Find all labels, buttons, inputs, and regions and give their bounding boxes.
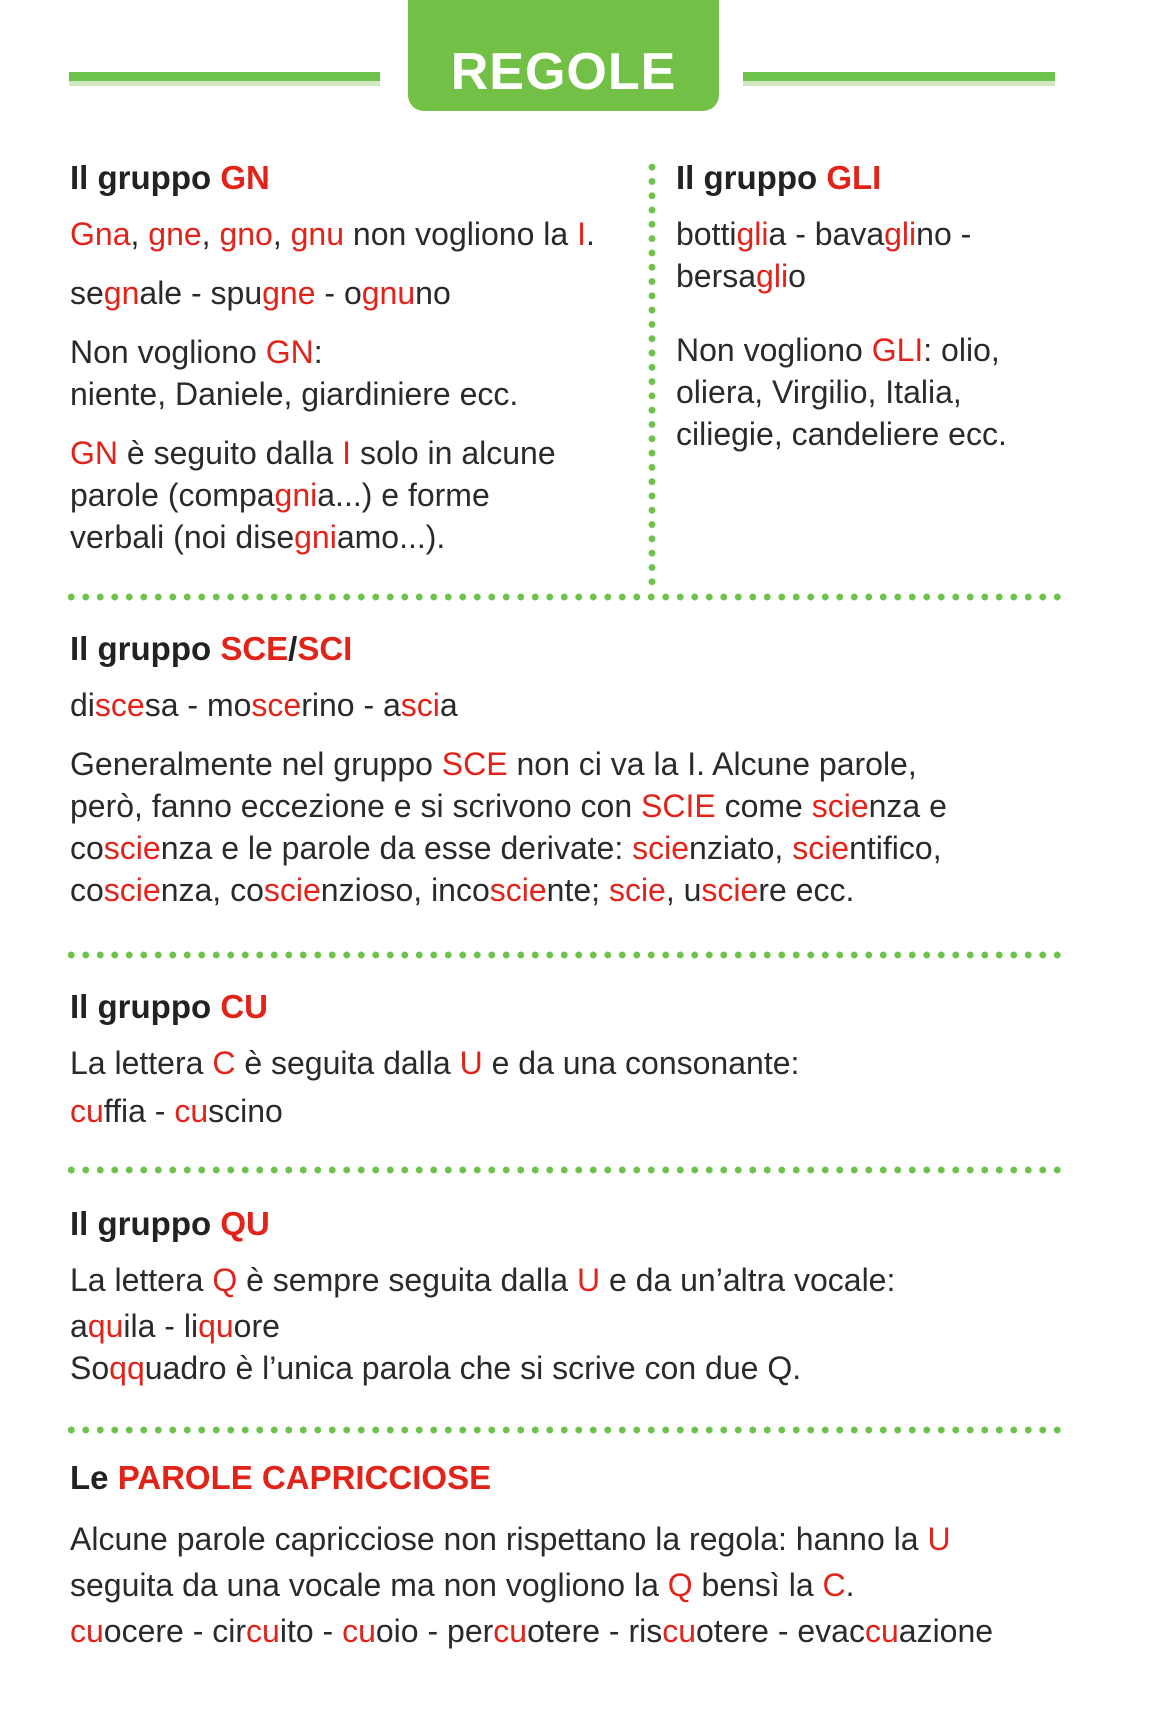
highlight-text: GN (265, 334, 314, 370)
highlight-text: U (927, 1521, 951, 1557)
highlight-text: cu (246, 1613, 280, 1649)
highlight-text: Q (212, 1262, 238, 1298)
text: Generalmente nel gruppo (70, 746, 442, 782)
gn-line-1 (70, 213, 595, 255)
highlight-text: gn (103, 275, 140, 311)
highlight-text: scie (701, 872, 759, 908)
section-cu-title: Il gruppo CU (70, 988, 268, 1025)
capricciose-line-2 (70, 1564, 993, 1606)
text: bersa (676, 258, 757, 294)
text: e da una consonante: (482, 1045, 800, 1081)
header-title: REGOLE (450, 43, 677, 101)
text: ila - li (123, 1308, 199, 1344)
text: La lettera (70, 1262, 213, 1298)
gli-line-5 (676, 413, 1007, 455)
highlight-text: qu (198, 1308, 234, 1344)
text: - o (315, 275, 362, 311)
text: no (415, 275, 451, 311)
highlight-text: cu (864, 1613, 899, 1649)
section-gli (676, 158, 1007, 455)
gli-line-2 (676, 255, 1007, 297)
text: è sempre seguita dalla (237, 1262, 577, 1298)
highlight-text: cu (174, 1093, 209, 1129)
text: otere - evac (696, 1613, 865, 1649)
text: nza e le parole da esse derivate: (160, 830, 633, 866)
text: niente, Daniele, giardiniere ecc. (70, 376, 519, 412)
text: parole (compa (70, 477, 275, 513)
text: ciliegie, candeliere ecc. (676, 416, 1007, 452)
highlight-text: gnu (361, 275, 416, 311)
text: come (715, 788, 812, 824)
divider-3 (64, 1166, 1062, 1174)
text: ntifico, (849, 830, 942, 866)
section-gn-title: Il gruppo GN (70, 159, 270, 196)
qu-line-1 (70, 1259, 895, 1301)
sce-line-4 (70, 827, 947, 869)
highlight-text: GN (70, 435, 118, 471)
gn-line-3 (70, 331, 595, 373)
text: rino - a (301, 687, 401, 723)
text: azione (898, 1613, 994, 1649)
text: , (201, 216, 220, 252)
text: o (788, 258, 806, 294)
highlight-text: scie (632, 830, 690, 866)
highlight-text: SCIE (641, 788, 716, 824)
text: : (313, 334, 323, 370)
highlight-text: cu (70, 1093, 104, 1129)
highlight-text: gnu (290, 216, 344, 252)
highlight-text: qu (87, 1308, 124, 1344)
highlight-text: U (459, 1045, 483, 1081)
text: è seguita dalla (235, 1045, 460, 1081)
gn-line-2 (70, 272, 595, 314)
text: La lettera (70, 1045, 213, 1081)
text: verbali (noi dise (70, 519, 295, 555)
highlight-text: gne (148, 216, 202, 252)
section-gli-title: Il gruppo GLI (676, 159, 882, 196)
highlight-text: sce (251, 687, 302, 723)
cu-line-2 (70, 1090, 799, 1132)
gli-line-1 (676, 213, 1007, 255)
highlight-text: cu (342, 1613, 376, 1649)
text: Non vogliono (676, 332, 872, 368)
highlight-text: sci (400, 687, 440, 723)
text: è seguito dalla (118, 435, 343, 471)
highlight-text: C (822, 1567, 846, 1603)
column-divider (648, 160, 656, 590)
text: ito - (279, 1613, 343, 1649)
highlight-text: cu (493, 1613, 528, 1649)
divider-2 (64, 951, 1062, 959)
highlight-text: scie (103, 830, 161, 866)
highlight-text: scie (608, 872, 666, 908)
text: nte; (546, 872, 609, 908)
highlight-text: qq (109, 1350, 145, 1386)
text: se (70, 275, 104, 311)
text: però, fanno eccezione e si scrivono con (70, 788, 641, 824)
header-rule-right (743, 72, 1055, 81)
qu-line-3 (70, 1347, 895, 1389)
text: otere - ris (527, 1613, 663, 1649)
text: , (272, 216, 291, 252)
section-gn (70, 158, 595, 558)
text: a (439, 687, 458, 723)
text: Alcune parole capricciose non rispettano la regola: hanno la (70, 1521, 928, 1557)
highlight-text: cu (662, 1613, 696, 1649)
header-rule-left (69, 72, 380, 81)
highlight-text: cu (70, 1613, 104, 1649)
text: co (70, 872, 104, 908)
text: sa - mo (144, 687, 252, 723)
text: co (70, 830, 104, 866)
qu-line-2 (70, 1305, 895, 1347)
text: ale - spu (139, 275, 263, 311)
text: no - (916, 216, 972, 252)
highlight-text: scie (792, 830, 850, 866)
highlight-text: C (212, 1045, 236, 1081)
text: seguita da una vocale ma non vogliono la (70, 1567, 668, 1603)
text: a (70, 1308, 88, 1344)
text: , u (665, 872, 702, 908)
text: non ci va la I. Alcune parole, (507, 746, 917, 782)
highlight-text: gni (294, 519, 337, 555)
gn-line-5 (70, 432, 595, 474)
text: . (845, 1567, 855, 1603)
text: nzioso, inco (320, 872, 490, 908)
section-parole-capricciose (70, 1458, 993, 1652)
sce-line-1 (70, 684, 947, 726)
highlight-text: scie (811, 788, 869, 824)
text: scino (208, 1093, 283, 1129)
highlight-text: scie (103, 872, 161, 908)
text: . (585, 216, 595, 252)
text: uadro è l’unica parola che si scrive con due Q. (144, 1350, 802, 1386)
text: So (70, 1350, 110, 1386)
text: a - bava (768, 216, 885, 252)
highlight-text: scie (489, 872, 547, 908)
section-sce-sci (70, 629, 947, 911)
highlight-text: gne (262, 275, 316, 311)
divider-4 (64, 1426, 1062, 1434)
highlight-text: gli (884, 216, 917, 252)
highlight-text: Q (667, 1567, 693, 1603)
highlight-text: gli (756, 258, 789, 294)
highlight-text: U (576, 1262, 601, 1298)
section-capricciose-title: Le PAROLE CAPRICCIOSE (70, 1459, 492, 1496)
divider-1 (64, 593, 1062, 601)
highlight-text: gli (736, 216, 769, 252)
gn-line-7 (70, 516, 595, 558)
highlight-text: GLI (871, 332, 924, 368)
text: di (70, 687, 95, 723)
highlight-text: SCE (441, 746, 508, 782)
highlight-text: gno (219, 216, 273, 252)
text: nza, co (160, 872, 264, 908)
section-sce-sci-title: Il gruppo SCE/SCI (70, 630, 353, 667)
gn-line-4 (70, 373, 595, 415)
text: ore (233, 1308, 280, 1344)
text: oliera, Virgilio, Italia, (676, 374, 962, 410)
text: botti (676, 216, 737, 252)
gn-line-6 (70, 474, 595, 516)
sce-line-5 (70, 869, 947, 911)
text: nziato, (689, 830, 793, 866)
section-qu (70, 1204, 895, 1389)
text: bensì la (692, 1567, 823, 1603)
text: solo in alcune (351, 435, 556, 471)
text: : olio, (923, 332, 1000, 368)
highlight-text: sce (94, 687, 145, 723)
text: re ecc. (758, 872, 855, 908)
section-qu-title: Il gruppo QU (70, 1205, 270, 1242)
highlight-text: Gna (70, 216, 131, 252)
highlight-text: I (577, 216, 586, 252)
text: non vogliono la (344, 216, 578, 252)
sce-line-2 (70, 743, 947, 785)
text: a...) e forme (317, 477, 490, 513)
highlight-text: gni (274, 477, 318, 513)
highlight-text: I (342, 435, 352, 471)
text: , (130, 216, 149, 252)
highlight-text: scie (263, 872, 321, 908)
section-cu (70, 987, 799, 1132)
gli-line-4 (676, 371, 1007, 413)
capricciose-line-1 (70, 1518, 993, 1560)
text: Non vogliono (70, 334, 266, 370)
header-tab (408, 0, 719, 111)
text: amo...). (336, 519, 446, 555)
sce-line-3 (70, 785, 947, 827)
text: ocere - cir (103, 1613, 247, 1649)
cu-line-1 (70, 1042, 799, 1084)
text: ffia - (103, 1093, 175, 1129)
capricciose-line-3 (70, 1610, 993, 1652)
text: nza e (868, 788, 947, 824)
text: oio - per (375, 1613, 494, 1649)
text: e da un’altra vocale: (600, 1262, 896, 1298)
gli-line-3 (676, 329, 1007, 371)
